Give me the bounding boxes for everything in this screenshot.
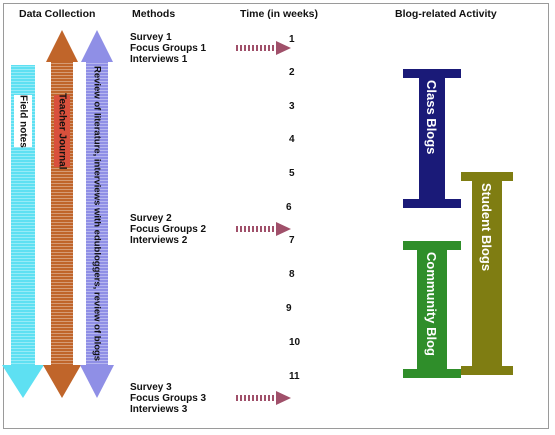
method-line: Survey 3 <box>130 382 172 393</box>
week-number: 8 <box>289 269 295 280</box>
method-line: Interviews 1 <box>130 54 188 65</box>
header-blog-activity: Blog-related Activity <box>395 8 497 20</box>
week-number: 6 <box>286 202 292 213</box>
week-number: 9 <box>286 303 292 314</box>
student-blogs-label: Student Blogs <box>479 183 494 272</box>
week-number: 1 <box>289 34 295 45</box>
week-number: 2 <box>289 67 295 78</box>
teacher-journal-label: Teacher Journal <box>56 92 68 170</box>
week-number: 7 <box>289 235 295 246</box>
method-line: Interviews 3 <box>130 404 188 415</box>
class-blogs-label: Class Blogs <box>424 80 439 155</box>
method-line: Interviews 2 <box>130 235 188 246</box>
method-line: Survey 1 <box>130 32 172 43</box>
review-label: Review of literature, interviews with edubloggers, review of blogs <box>91 66 103 362</box>
field-notes-label: Field notes <box>17 94 29 148</box>
community-blog-label: Community Blog <box>424 252 439 356</box>
method-line: Focus Groups 2 <box>130 224 207 235</box>
method-line: Focus Groups 1 <box>130 43 207 54</box>
header-data-collection: Data Collection <box>19 8 96 20</box>
week-number: 3 <box>289 101 295 112</box>
week-number: 5 <box>289 168 295 179</box>
week-number: 10 <box>289 337 301 348</box>
method-line: Focus Groups 3 <box>130 393 207 404</box>
header-time: Time (in weeks) <box>240 8 319 20</box>
week-number: 4 <box>289 134 295 145</box>
method-line: Survey 2 <box>130 213 172 224</box>
header-methods: Methods <box>132 8 176 20</box>
week-number: 11 <box>289 371 300 382</box>
